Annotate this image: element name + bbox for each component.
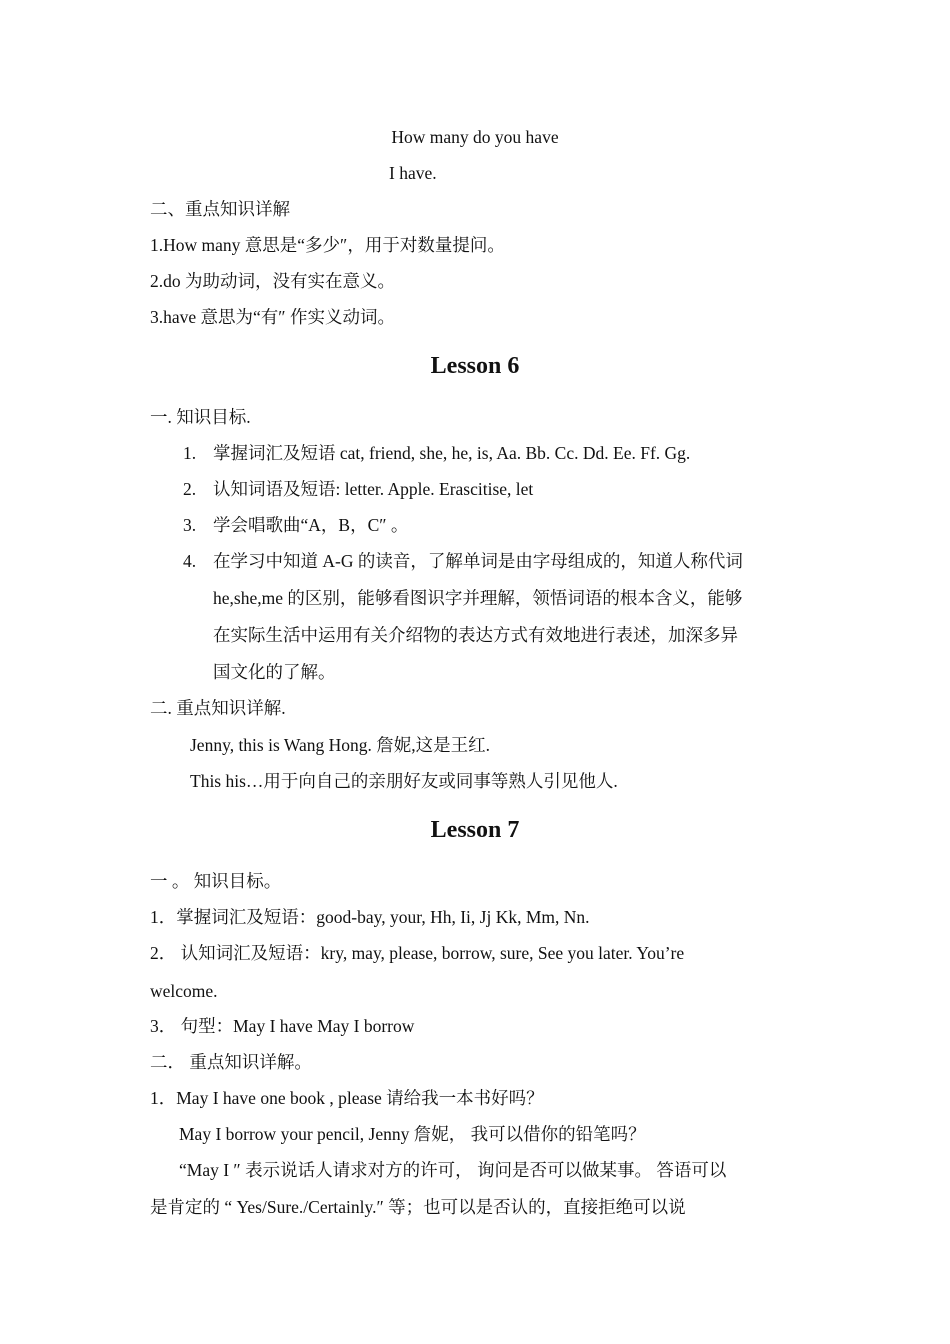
lesson6-goal-4 <box>183 550 743 572</box>
intro-point-2: 2.do 为助动词，没有实在意义。 <box>150 271 395 291</box>
lesson7-goal-2: 2． 认知词汇及短语：kry, may, please, borrow, sure, See you later. You’re <box>150 943 685 963</box>
lesson6-goal-1 <box>183 442 690 464</box>
lesson7-detail-1: 1．May I have one book , please 请给我一本书好吗？ <box>150 1088 544 1108</box>
lesson6-goal-4-line-4: 国文化的了解。 <box>213 662 336 682</box>
list-number: 1. <box>183 443 197 463</box>
lesson7-detail-2: May I borrow your pencil, Jenny 詹妮， 我可以借你的铅笔吗？ <box>179 1124 646 1144</box>
intro-point-3: 3.have 意思为“有″ 作实义动词。 <box>150 307 395 327</box>
lesson6-goal-3 <box>183 514 408 536</box>
lesson7-details-heading: 二． 重点知识详解。 <box>150 1052 312 1072</box>
lesson6-title: Lesson 6 <box>430 353 520 379</box>
list-number: 4. <box>183 551 197 571</box>
lesson7-goal-1: 1．掌握词汇及短语：good-bay, your, Hh, Ii, Jj Kk, Mm, Nn. <box>150 907 590 927</box>
lesson6-goal-2 <box>183 478 533 500</box>
list-number: 3. <box>183 515 197 535</box>
lesson7-detail-3-continued: 是肯定的 “ Yes/Sure./Certainly.″ 等；也可以是否认的，直接拒绝可以说 <box>150 1197 686 1217</box>
lesson6-goal-4-line-3: 在实际生活中运用有关介绍物的表达方式有效地进行表述，加深多异 <box>213 625 738 645</box>
lesson6-goal-4-line-2: he,she,me 的区别，能够看图识字并理解，领悟词语的根本含义，能够 <box>213 588 743 608</box>
intro-point-1: 1.How many 意思是“多少″，用于对数量提问。 <box>150 235 505 255</box>
lesson7-title: Lesson 7 <box>430 817 520 843</box>
goal-text: 掌握词汇及短语 cat, friend, she, he, is, Aa. Bb. Cc. Dd. Ee. Ff. Gg. <box>213 443 691 463</box>
goal-text: 认知词语及短语: letter. Apple. Erascitise, let <box>213 479 534 499</box>
intro-line-answer: I have. <box>389 163 437 183</box>
lesson7-detail-3: “May I ″ 表示说话人请求对方的许可， 询问是否可以做某事。 答语可以 <box>179 1160 727 1180</box>
lesson6-detail-1: Jenny, this is Wang Hong. 詹妮,这是王红. <box>190 735 490 755</box>
lesson6-details-heading: 二. 重点知识详解. <box>150 698 286 718</box>
goal-text: 学会唱歌曲“A，B，C″ 。 <box>213 515 409 535</box>
intro-section-heading: 二、重点知识详解 <box>150 199 290 219</box>
lesson6-goals-heading: 一. 知识目标. <box>150 407 251 427</box>
lesson7-goals-heading: 一 。 知识目标。 <box>150 871 282 891</box>
list-number: 2. <box>183 479 197 499</box>
lesson6-detail-2: This his…用于向自己的亲朋好友或同事等熟人引见他人. <box>190 771 618 791</box>
lesson7-goal-2-continued: welcome. <box>150 981 218 1001</box>
goal-text: 在学习中知道 A-G 的读音，了解单词是由字母组成的，知道人称代词 <box>213 551 743 571</box>
lesson7-goal-3: 3． 句型：May I have May I borrow <box>150 1016 415 1036</box>
intro-line-question: How many do you have <box>391 127 559 147</box>
